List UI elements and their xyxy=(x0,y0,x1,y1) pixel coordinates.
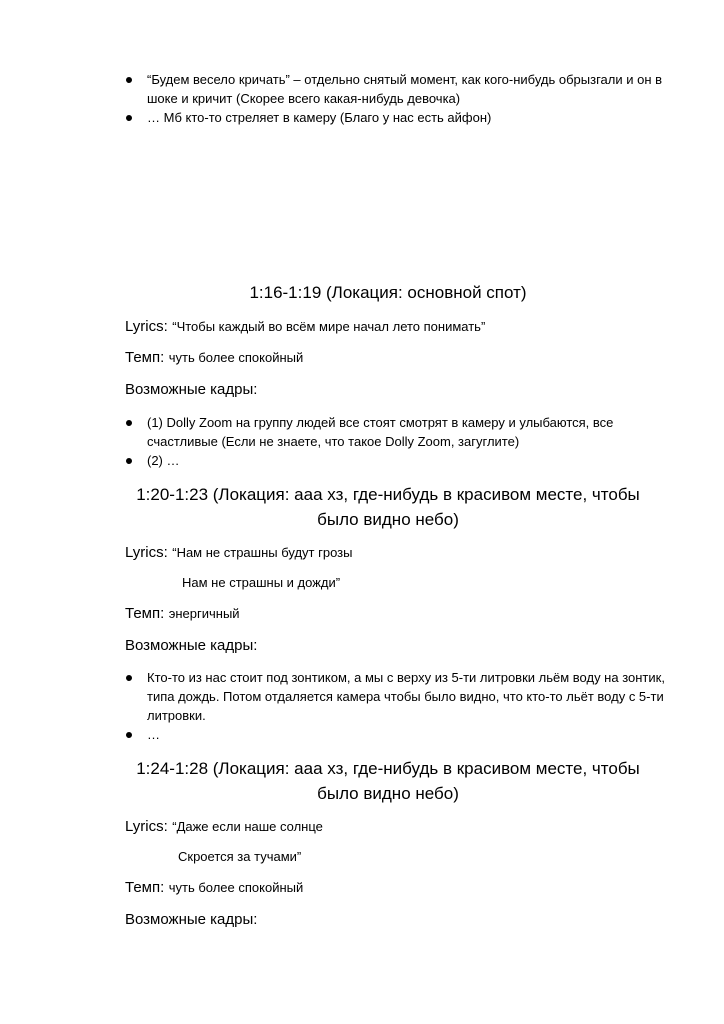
bullet-text: (2) … xyxy=(147,453,180,468)
lyrics-text: “Нам не страшны будут грозы xyxy=(172,545,353,560)
heading-line: 1:24-1:28 (Локация: ааа хз, где-нибудь в красивом месте, чтобы xyxy=(136,759,640,778)
tempo-label: Темп: xyxy=(125,605,165,622)
lyrics-label: Lyrics: xyxy=(125,318,168,335)
list-item xyxy=(0,70,667,108)
lyrics-row xyxy=(125,318,485,336)
shots-label: Возможные кадры: xyxy=(125,911,258,928)
tempo-value: энергичный xyxy=(168,606,240,621)
list-item xyxy=(0,413,667,451)
tempo-value: чуть более спокойный xyxy=(168,880,304,895)
heading-line: было видно небо) xyxy=(317,510,459,529)
bullet-text: … xyxy=(147,727,160,742)
tempo-row xyxy=(125,879,303,897)
bullet-text: Кто-то из нас стоит под зонтиком, а мы с верху из 5-ти литровки льём воду на зонтик, типа дождь. Потом отдаляется камера чтобы было видно, что кто-то льёт воду с 5-ти литровки. xyxy=(147,670,665,723)
lyrics-text: “Чтобы каждый во всём мире начал лето понимать” xyxy=(172,319,486,334)
lyrics-continuation: Скроется за тучами” xyxy=(178,849,302,864)
shots-row xyxy=(125,637,257,655)
lyrics-continuation: Нам не страшны и дожди” xyxy=(182,575,341,590)
bullet-dot xyxy=(126,420,132,426)
lyrics-text: “Даже если наше солнце xyxy=(172,819,323,834)
heading-line: 1:20-1:23 (Локация: ааа хз, где-нибудь в красивом месте, чтобы xyxy=(136,485,640,504)
tempo-value: чуть более спокойный xyxy=(168,350,304,365)
lyrics-row xyxy=(125,544,352,562)
tempo-row xyxy=(125,349,303,367)
tempo-label: Темп: xyxy=(125,879,165,896)
bullet-text: … Мб кто-то стреляет в камеру (Благо у нас есть айфон) xyxy=(147,110,492,125)
bullet-text: (1) Dolly Zoom на группу людей все стоят смотрят в камеру и улыбаются, все счастливые (Если не знаете, что такое Dolly Zoom, загуглите) xyxy=(147,415,614,449)
shots-row xyxy=(125,911,257,929)
lyrics-label: Lyrics: xyxy=(125,818,168,835)
shots-list xyxy=(0,668,667,744)
shots-list xyxy=(0,413,667,470)
lyrics-row xyxy=(125,818,323,836)
tempo-label: Темп: xyxy=(125,349,165,366)
bullet-dot xyxy=(126,732,132,738)
list-item xyxy=(0,725,667,744)
heading-line: было видно небо) xyxy=(317,784,459,803)
bullet-text: “Будем весело кричать” – отдельно снятый момент, как кого-нибудь обрызгали и он в шоке и кричит (Скорее всего какая-нибудь девочка) xyxy=(147,72,663,106)
section-heading: 1:16-1:19 (Локация: основной спот) xyxy=(249,283,527,302)
shots-label: Возможные кадры: xyxy=(125,637,258,654)
shots-row xyxy=(125,381,257,399)
list-item xyxy=(0,451,667,470)
bullet-dot xyxy=(126,458,132,464)
section-heading xyxy=(0,482,724,532)
bullet-dot xyxy=(126,77,132,83)
bullet-dot xyxy=(126,115,132,121)
list-item xyxy=(0,668,667,725)
lyrics-label: Lyrics: xyxy=(125,544,168,561)
shots-label: Возможные кадры: xyxy=(125,381,258,398)
tempo-row xyxy=(125,605,240,623)
bullet-dot xyxy=(126,675,132,681)
top-bullet-list xyxy=(0,70,667,127)
list-item xyxy=(0,108,667,127)
section-heading xyxy=(0,756,724,806)
